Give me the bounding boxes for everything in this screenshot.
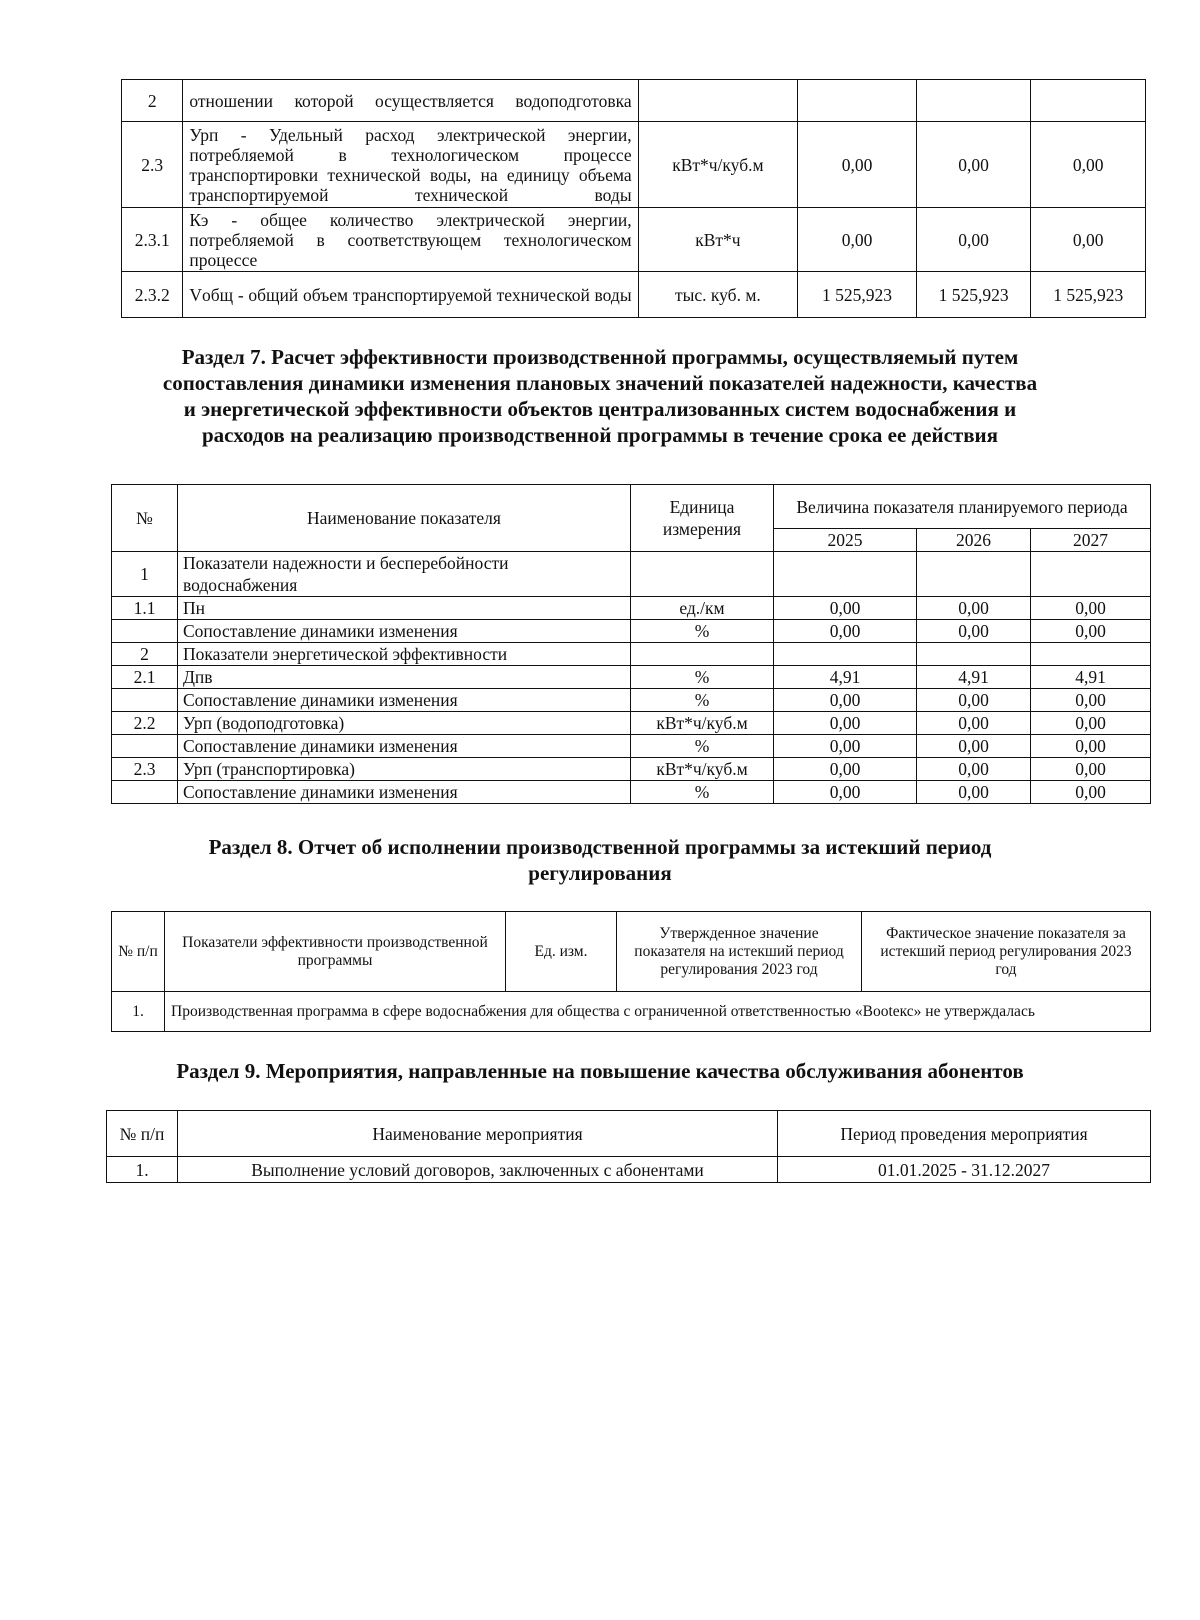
row-period: 01.01.2025 - 31.12.2027 bbox=[778, 1157, 1151, 1183]
row-value-2027 bbox=[1031, 80, 1146, 122]
row-value-2025: 0,00 bbox=[774, 735, 917, 758]
row-name: отношении которой осуществляется водоподготовка bbox=[183, 80, 638, 122]
table-row bbox=[112, 552, 1151, 597]
row-value-2026 bbox=[917, 643, 1031, 666]
header-unit: Ед. изм. bbox=[506, 912, 617, 992]
table-row bbox=[112, 666, 1151, 689]
row-value-2025: 0,00 bbox=[774, 597, 917, 620]
row-unit: кВт*ч/куб.м bbox=[638, 122, 798, 208]
header-name: Наименование мероприятия bbox=[178, 1111, 778, 1157]
table-row bbox=[122, 80, 1146, 122]
row-num: 2.3.2 bbox=[122, 272, 183, 318]
table-row bbox=[112, 758, 1151, 781]
header-num: № п/п bbox=[107, 1111, 178, 1157]
row-value-2026: 0,00 bbox=[917, 689, 1031, 712]
row-value-2025 bbox=[774, 552, 917, 597]
row-value-2026 bbox=[917, 552, 1031, 597]
table-row bbox=[112, 735, 1151, 758]
row-num: 2.3.1 bbox=[122, 208, 183, 272]
row-num: 1. bbox=[112, 992, 165, 1032]
row-num: 2.2 bbox=[112, 712, 178, 735]
table-row bbox=[112, 781, 1151, 804]
row-name: Сопоставление динамики изменения bbox=[178, 735, 631, 758]
row-unit bbox=[631, 643, 774, 666]
row-num: 1.1 bbox=[112, 597, 178, 620]
row-value-2027: 0,00 bbox=[1031, 597, 1151, 620]
row-num: 2.3 bbox=[112, 758, 178, 781]
row-num bbox=[112, 781, 178, 804]
row-value-2027: 4,91 bbox=[1031, 666, 1151, 689]
row-unit: кВт*ч/куб.м bbox=[631, 758, 774, 781]
row-unit: % bbox=[631, 735, 774, 758]
row-num: 1 bbox=[112, 552, 178, 597]
row-unit: % bbox=[631, 620, 774, 643]
row-value-2027: 0,00 bbox=[1031, 758, 1151, 781]
row-name: Показатели энергетической эффективности bbox=[178, 643, 631, 666]
table-row bbox=[112, 597, 1151, 620]
efficiency-calculation-table bbox=[111, 484, 1151, 804]
row-value-2026: 0,00 bbox=[917, 620, 1031, 643]
section9-title: Раздел 9. Мероприятия, направленные на повышение качества обслуживания абонентов bbox=[176, 1059, 1024, 1083]
row-value-2025: 0,00 bbox=[774, 620, 917, 643]
row-num: 2.1 bbox=[112, 666, 178, 689]
row-value-2027: 0,00 bbox=[1031, 620, 1151, 643]
table-row bbox=[122, 272, 1146, 318]
row-unit bbox=[638, 80, 798, 122]
row-unit: % bbox=[631, 689, 774, 712]
section8-title: Раздел 8. Отчет об исполнении производственной программы за истекший период регулирования bbox=[208, 835, 992, 885]
header-num: № п/п bbox=[112, 912, 165, 992]
row-value-2027: 1 525,923 bbox=[1031, 272, 1146, 318]
header-value-group: Величина показателя планируемого периода bbox=[774, 485, 1151, 529]
row-text: Производственная программа в сфере водоснабжения для общества с ограниченной ответственностью «Вootекс» не утверждалась bbox=[165, 992, 1151, 1032]
row-value-2027 bbox=[1031, 552, 1151, 597]
row-value-2026: 0,00 bbox=[916, 122, 1031, 208]
header-name: Показатели эффективности производственной программы bbox=[165, 912, 506, 992]
header-period: Период проведения мероприятия bbox=[778, 1111, 1151, 1157]
header-year: 2026 bbox=[917, 529, 1031, 552]
row-value-2026: 0,00 bbox=[917, 781, 1031, 804]
row-value-2025: 0,00 bbox=[798, 208, 917, 272]
table-row bbox=[112, 643, 1151, 666]
header-approved: Утвержденное значение показателя на истекший период регулирования 2023 год bbox=[617, 912, 862, 992]
row-unit: ед./км bbox=[631, 597, 774, 620]
row-name: Урп (транспортировка) bbox=[178, 758, 631, 781]
row-num: 2 bbox=[112, 643, 178, 666]
row-name: Дпв bbox=[178, 666, 631, 689]
row-value-2026: 0,00 bbox=[917, 597, 1031, 620]
table-row bbox=[112, 689, 1151, 712]
row-value-2026: 1 525,923 bbox=[916, 272, 1031, 318]
row-value-2025: 0,00 bbox=[798, 122, 917, 208]
table-row bbox=[122, 208, 1146, 272]
row-unit: % bbox=[631, 781, 774, 804]
indicators-continuation-table bbox=[121, 79, 1146, 318]
row-value-2027: 0,00 bbox=[1031, 781, 1151, 804]
header-actual: Фактическое значение показателя за истекший период регулирования 2023 год bbox=[862, 912, 1151, 992]
header-name: Наименование показателя bbox=[178, 485, 631, 552]
row-unit: кВт*ч bbox=[638, 208, 798, 272]
row-value-2025: 0,00 bbox=[774, 758, 917, 781]
subscriber-measures-table bbox=[106, 1110, 1151, 1183]
row-value-2025: 1 525,923 bbox=[798, 272, 917, 318]
header-year: 2025 bbox=[774, 529, 917, 552]
row-value-2027: 0,00 bbox=[1031, 735, 1151, 758]
row-value-2026: 0,00 bbox=[916, 208, 1031, 272]
row-name: Урп - Удельный расход электрической энергии, потребляемой в технологическом процессе транспортировки технической воды, на единицу объема транспортируемой технической воды bbox=[183, 122, 638, 208]
header-year: 2027 bbox=[1031, 529, 1151, 552]
row-unit: тыс. куб. м. bbox=[638, 272, 798, 318]
row-value-2027 bbox=[1031, 643, 1151, 666]
row-value-2025: 0,00 bbox=[774, 712, 917, 735]
row-value-2026: 4,91 bbox=[917, 666, 1031, 689]
row-value-2025 bbox=[774, 643, 917, 666]
row-name: Показатели надежности и бесперебойности водоснабжения bbox=[178, 552, 631, 597]
row-value-2027: 0,00 bbox=[1031, 122, 1146, 208]
table-row bbox=[107, 1157, 1151, 1183]
header-unit: Единица измерения bbox=[631, 485, 774, 552]
row-name: Пн bbox=[178, 597, 631, 620]
execution-report-table bbox=[111, 911, 1151, 1032]
row-num: 2.3 bbox=[122, 122, 183, 208]
row-value-2027: 0,00 bbox=[1031, 712, 1151, 735]
row-unit bbox=[631, 552, 774, 597]
row-name: Сопоставление динамики изменения bbox=[178, 689, 631, 712]
row-value-2027: 0,00 bbox=[1031, 208, 1146, 272]
row-value-2025: 4,91 bbox=[774, 666, 917, 689]
row-value-2026: 0,00 bbox=[917, 712, 1031, 735]
row-name: Vобщ - общий объем транспортируемой технической воды bbox=[183, 272, 638, 318]
row-name: Сопоставление динамики изменения bbox=[178, 620, 631, 643]
row-unit: % bbox=[631, 666, 774, 689]
row-num bbox=[112, 689, 178, 712]
table-row bbox=[112, 712, 1151, 735]
table-row bbox=[122, 122, 1146, 208]
row-num: 1. bbox=[107, 1157, 178, 1183]
section7-title: Раздел 7. Расчет эффективности производственной программы, осуществляемый путем сопоставления динамики изменения плановых значений показателей надежности, качества и энергетической эффективности объектов централизованных систем водоснабжения и расходов на реализацию производственной программы в течение срока ее действия bbox=[162, 345, 1038, 447]
row-value-2025: 0,00 bbox=[774, 781, 917, 804]
row-value-2025: 0,00 bbox=[774, 689, 917, 712]
row-num: 2 bbox=[122, 80, 183, 122]
row-value-2026: 0,00 bbox=[917, 758, 1031, 781]
row-name: Урп (водоподготовка) bbox=[178, 712, 631, 735]
row-num bbox=[112, 735, 178, 758]
row-value-2025 bbox=[798, 80, 917, 122]
row-value-2027: 0,00 bbox=[1031, 689, 1151, 712]
row-name: Кэ - общее количество электрической энергии, потребляемой в соответствующем технологическом процессе bbox=[183, 208, 638, 272]
row-name: Сопоставление динамики изменения bbox=[178, 781, 631, 804]
table-row bbox=[112, 992, 1151, 1032]
row-value-2026: 0,00 bbox=[917, 735, 1031, 758]
header-num: № bbox=[112, 485, 178, 552]
row-num bbox=[112, 620, 178, 643]
row-value-2026 bbox=[916, 80, 1031, 122]
row-unit: кВт*ч/куб.м bbox=[631, 712, 774, 735]
table-row bbox=[112, 620, 1151, 643]
row-name: Выполнение условий договоров, заключенных с абонентами bbox=[178, 1157, 778, 1183]
